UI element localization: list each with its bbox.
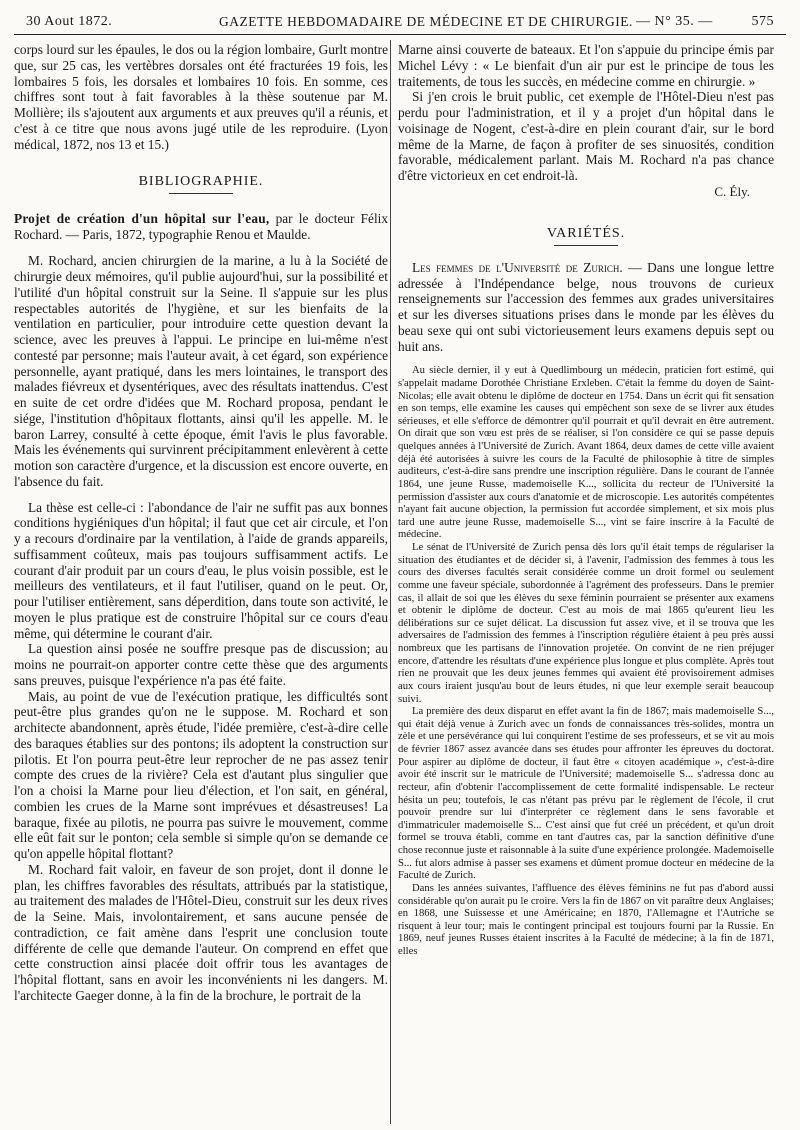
body-paragraph: Si j'en crois le bruit public, cet exemple de l'Hôtel-Dieu n'est pas perdu pour l'administration, et il y a projet d'un hôpital dans le voisinage de Nogent, c'est-à-dire en plein courant d'air, sur le bord même de la Marne, de façon à profiter de ses sinuosités, condition favorable, médicalement parlant. Mais M. Rochard n'a pas chance d'être victorieux en cet endroit-là. [398,89,774,183]
book-reference: par le docteur Félix Rochard. — Paris, 1872, typographie Renou et Maulde. [14,211,388,242]
page-number: 575 [751,14,774,29]
body-paragraph: M. Rochard fait valoir, en faveur de son projet, dont il donne le plan, les chiffres favorables des résultats, attribués par la statistique, au traitement des malades de l'Hôtel-Dieu, construit sur les deux rives de la Seine. Mais, involontairement, et sans aucune pensée de contradiction, ce fait amène dans l'esprit une conclusion toute différente de celle que demande l'auteur. On comprend en effet que cette construction ainsi placée doit offrir tous les avantages de l'hôpital flottant, sans en avoir les inconvénients ni les dangers. M. l'architecte Gaeger donne, à la fin de la brochure, le portrait de la [14,861,388,1003]
section-title-bibliographie: BIBLIOGRAPHIE. [14,174,388,194]
continued-paragraph: corps lourd sur les épaules, le dos ou la région lombaire, Gurlt montre que, sur 25 cas, les vertèbres dorsales ont été fracturées 19 fois, les lombaires 5 fois, les dorsales et lombaires 10 fois. En somme, ces chiffres sont tout à fait favorables à la thèse soutenue par M. Mollière; ils s'ajoutent aux arguments et aux preuves qu'il a réunis, et c'est à ce titre que nous avons jugé utile de les reproduire. (Lyon médical, 1872, nos 13 et 15.) [14,42,388,152]
body-paragraph: La question ainsi posée ne souffre presque pas de discussion; au moins ne pourrait-on apporter contre cette thèse que des arguments sans preuves, puisque l'expérience n'a pas été faite. [14,641,388,688]
issue-date: 30 Aout 1872. [26,14,113,29]
body-paragraph: M. Rochard, ancien chirurgien de la marine, a lu à la Société de chirurgie deux mémoires, qu'il publie aujourd'hui, sur la possibilité et l'utilité d'un hôpital construit sur la Seine. Il s'appuie sur les plus respectables autorités de l'hygiène, et sur les bienfaits de la ventilation en particulier, pour introduire cette question devant la science, avec les preuves à l'appui. Le principe en lui-même n'est contesté par personne; mais l'auteur avait, à cet égard, son expérience personnelle, ayant pratiqué, dans les mers lointaines, le transport des malades fiévreux et dysentériques, avec des résultats inattendus. C'est en suite de cet ordre d'idées que M. Rochard proposa, pendant le siége, l'institution d'hôpitaux flottants, ainsi qu'il les appelle. M. le baron Larrey, consulté à cette époque, émit l'avis le plus favorable. Mais les événements qui survinrent précipitamment enlevèrent à cette motion son caractère d'urgence, et la discussion est encore ouverte, en l'absence du fait. [14,253,388,489]
journal-title: GAZETTE HEBDOMADAIRE DE MÉDECINE ET DE CHIRURGIE. [219,14,633,29]
continued-paragraph: Marne ainsi couverte de bateaux. Et l'on s'appuie du principe émis par Michel Lévy : « Le bienfait d'un air pur est le principe de tous les traitements, de tous les succès, en médecine comme en chirurgie. » [398,42,774,89]
body-paragraph: Mais, au point de vue de l'exécution pratique, les difficultés sont peut-être plus grandes qu'on ne le suppose. M. Rochard et son architecte abandonnent, après étude, l'idée première, c'est-à-dire celle des baraques établies sur des pontons; ils adoptent la construction sur pilotis. Et l'on pourra peut-être leur reprocher de ne pas assez tenir compte des crues de la rivière? Cela est d'autant plus singulier que l'on a choisi la Marne pour lieu d'élection, et l'on sait, en général, combien les crues de la Marne sont imprévues et désastreuses! La baraque, fixée au pilotis, ne pourra pas suivre le mouvement, comme elle eût fait sur le ponton; cela semble si simple qu'on se demande ce qu'on appelle hôpital flottant? [14,688,388,861]
small-paragraph: Dans les années suivantes, l'affluence des élèves féminins ne fut pas d'abord aussi considérable qu'on aurait pu le croire. Vers la fin de 1867 on vit paraître deux Anglaises; en 1868, une Suissesse et une Américaine; en 1870, l'Allemagne et l'Autriche se risquent à leur tour; mais le contingent principal est toujours fourni par la Russie. En 1869, neuf jeunes Russes étaient inscrites à la Faculté de médecine; à la fin de 1871, elles [398,882,774,957]
header-rule [14,34,786,35]
running-header [14,10,786,36]
left-column [14,42,388,1004]
right-column [398,42,774,959]
section-title-varietes: VARIÉTÉS. [398,226,774,246]
issue-number: — N° 35. — [636,14,713,29]
lead-paragraph [398,260,774,355]
lead-text: — Dans une longue lettre adressée à l'Indépendance belge, nous trouvons de curieux renseignements sur l'accession des femmes aux grades universitaires et sur les diverses situations prises dans le monde par les élèves du beau sexe qui ont subi victorieusement leurs examens depuis sept ou huit ans. [398,259,774,354]
small-paragraph: La première des deux disparut en effet avant la fin de 1867; mais mademoiselle S..., qui était déjà venue à Zurich avec un fonds de connaissances très-solides, montra un zèle et une persévérance qui lui conquirent l'estime de ses professeurs, et se vit au mois de février 1867 assez avancée dans ses études pour affronter les épreuves du doctorat. Pour aspirer au diplôme de docteur, il faut être « citoyen académique », c'est-à-dire avoir été inscrit sur le matricule de l'Université; mademoiselle S... s'adressa donc au recteur, afin d'obtenir l'accomplissement de cette formalité indispensable. Le recteur hésita un peu; toutefois, le cas n'étant pas prévu par le règlement de l'école, il crut pouvoir prendre sur lui d'interpréter ce règlement dans le sens favorable et d'immatriculer mademoiselle S... C'est ainsi que fut créé un précédent, et qu'un droit formel se trouva établi, comme en tant d'autres cas, par la sanction définitive d'une chose reconnue juste et raisonnable à la suite d'une expérience prolongée. Mademoiselle S... fut alors admise à passer ses examens et dûment promue docteur en médecine de la Faculté de Zurich. [398,706,774,882]
lead-title: Les femmes de l'Université de Zurich. [412,259,623,275]
body-paragraph: La thèse est celle-ci : l'abondance de l'air ne suffit pas aux bonnes conditions hygiéniques d'un hôpital; il faut que cet air circule, et l'on y a recours d'ordinaire par la ventilation, à l'aide de grands appareils, suffisamment coûteux, mais pas toujours suffisamment actifs. Le courant d'air produit par un cours d'eau, le plus voisin possible, est le meilleurs des ventilateurs, et il faut l'utiliser, quand on le peut. Or, pour l'utiliser entièrement, sans déperdition, dans toute son activité, le moyen le plus pratique est de construire l'hôpital sur ce cours d'eau même, qui détermine le courant d'air. [14,499,388,641]
author-signature: C. Ély. [714,183,750,199]
small-paragraph: Le sénat de l'Université de Zurich pensa dès lors qu'il était temps de régulariser la situation des étudiantes et de décider si, à l'avenir, l'admission des femmes à tous les cours des diverses facultés serait considérée comme un droit formel ou seulement comme une faveur spéciale, subordonnée à l'agrément des professeurs. Dans le premier cas, il allait de soi que les élèves du sexe féminin pourraient se présenter aux examens et obtenir le diplôme de docteur. C'est au mois de mai 1865 qu'eurent lieu les délibérations sur ce sujet délicat. La discussion fut assez vive, et il se trouva que les adversaires de l'admission des femmes à l'inscription régulière étaient à peu près aussi nombreux que les partisans de l'innovation projetée. On convint de ne rien préjuger encore, d'attendre les résultats d'une expérience plus longue et plus complète. Après tout rien ne prouvait que les deux jeunes femmes qui avaient été provisoirement admises aux cours iraient jusqu'au bout de leurs études, ni que leur exemple serait beaucoup suivi. [398,542,774,705]
book-entry [14,211,388,242]
column-divider [390,40,391,1124]
book-title: Projet de création d'un hôpital sur l'eau, [14,211,270,227]
small-paragraph: Au siècle dernier, il y eut à Quedlimbourg un médecin, praticien fort estimé, qui s'appelait madame Dorothée Christiane Erxleben. C'était la femme du doyen de Saint-Nicolas; elle avait obtenu le diplôme de docteur en 1754. Dans un écrit qui fit sensation en son temps, elle examine les causes qui empêchent son sexe de se livrer aux études sérieuses, et elle s'efforce de démontrer qu'il pourrait et qu'il devrait en être autrement. On dirait que son vœu est près de se réaliser, si l'on considère ce qui se passe depuis quelques années à l'Université de Zurich. Avant 1864, deux dames de cette ville avaient déjà été autorisées à suivre les cours de la Faculté de philosophie à titre de simples auditeurs, c'est-à-dire sans prendre une inscription régulière. Dans le courant de l'année 1864, une jeune Russe, mademoiselle K..., sollicita du recteur de l'Université la permission d'assister aux cours d'anatomie et de microscopie. Les autorités compétentes n'ayant fait aucune objection, la permission fut accordée simplement, et six mois plus tard une autre jeune Russe, mademoiselle S..., vint se faire inscrire à la Faculté de médecine. [398,365,774,541]
